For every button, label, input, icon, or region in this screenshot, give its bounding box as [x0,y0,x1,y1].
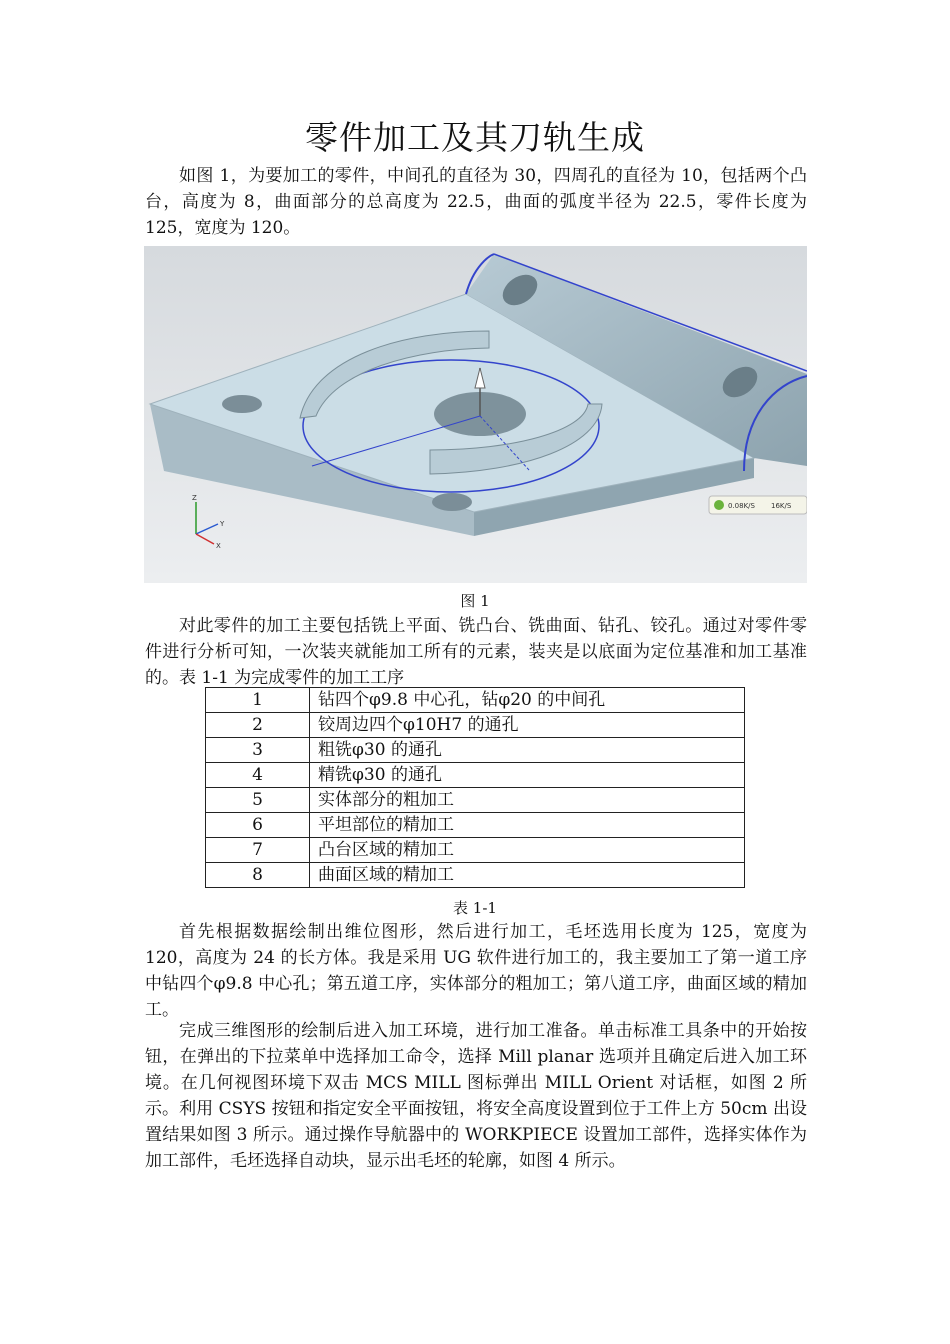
step-number: 5 [206,788,310,813]
machining-setup-paragraph: 完成三维图形的绘制后进入加工环境，进行加工准备。单击标准工具条中的开始按钮，在弹出的下拉菜单中选择加工命令，选择 Mill planar 选项并且确定后进入加工环境。在几何视图环境下双击 MCS MILL 图标弹出 MILL Orient 对话框，如图 2 所示。利用 CSYS 按钮和指定安全平面按钮，将安全高度设置到位于工件上方 50cm 出设置结果如图 3 所示。通过操作导航器中的 WORKPIECE 设置加工部件，选择实体作为加工部件，毛坯选择自动块，显示出毛坯的轮廓，如图 4 所示。 [145,1021,807,1171]
table-row [206,713,745,738]
step-description: 精铣φ30 的通孔 [310,763,745,788]
step-description: 铰周边四个φ10H7 的通孔 [310,713,745,738]
table-caption: 表 1-1 [453,899,497,917]
intro-paragraph: 如图 1，为要加工的零件，中间孔的直径为 30，四周孔的直径为 10，包括两个凸台，高度为 8，曲面部分的总高度为 22.5，曲面的弧度半径为 22.5，零件长度为 125，宽度为 120。 [145,166,807,238]
table-row [206,763,745,788]
step-number: 1 [206,688,310,713]
table-row [206,813,745,838]
modeling-paragraph: 首先根据数据绘制出维位图形，然后进行加工，毛坯选用长度为 125，宽度为 120，高度为 24 的长方体。我是采用 UG 软件进行加工的，我主要加工了第一道工序中钻四个φ9.8 中心孔；第五道工序，实体部分的粗加工；第八道工序，曲面区域的精加工。 [145,922,807,1020]
status-upload-text: 16K/S [771,502,792,510]
status-download-text: 0.08K/S [728,502,755,510]
step-number: 4 [206,763,310,788]
wcs-y-label: Y [220,520,225,528]
corner-hole-left [222,395,262,413]
page-title: 零件加工及其刀轨生成 [305,118,645,157]
step-number: 2 [206,713,310,738]
wcs-x-label: X [216,542,221,550]
status-icon [714,500,724,510]
figure-1-part-render [144,246,807,583]
step-number: 3 [206,738,310,763]
table-row [206,838,745,863]
step-description: 平坦部位的精加工 [310,813,745,838]
corner-hole-bottom [432,493,472,511]
table-row [206,863,745,888]
step-description: 粗铣φ30 的通孔 [310,738,745,763]
analysis-paragraph: 对此零件的加工主要包括铣上平面、铣凸台、铣曲面、钻孔、铰孔。通过对零件零件进行分析可知，一次装夹就能加工所有的元素，装夹是以底面为定位基准和加工基准的。表 1-1 为完成零件的加工工序 [145,616,807,688]
step-description: 钻四个φ9.8 中心孔，钻φ20 的中间孔 [310,688,745,713]
step-description: 凸台区域的精加工 [310,838,745,863]
step-number: 8 [206,863,310,888]
step-number: 7 [206,838,310,863]
table-row [206,738,745,763]
wcs-z-label: Z [192,494,197,502]
table-row [206,688,745,713]
process-table [205,687,745,888]
figure-1-caption: 图 1 [460,592,490,610]
step-description: 实体部分的粗加工 [310,788,745,813]
step-description: 曲面区域的精加工 [310,863,745,888]
table-row [206,788,745,813]
step-number: 6 [206,813,310,838]
